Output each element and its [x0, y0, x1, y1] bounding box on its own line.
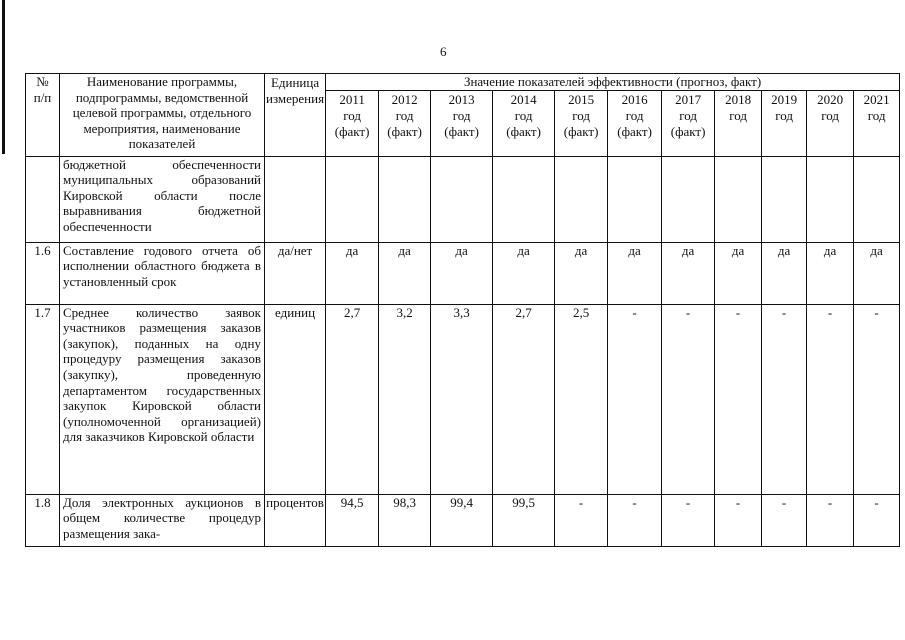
row-indicator-name: бюджетной обеспеченности муниципальных образований Кировской области после выравнивания бюджетной обеспеченности [60, 156, 265, 242]
row-value [715, 156, 762, 242]
row-value: - [608, 304, 662, 494]
row-value [379, 156, 431, 242]
row-value [662, 156, 715, 242]
row-value: 3,2 [379, 304, 431, 494]
header-year: 2021 год [854, 90, 900, 156]
row-indicator-name: Доля электронных аукционов в общем количестве процедур размещения зака- [60, 494, 265, 546]
row-value: - [555, 494, 608, 546]
header-year: 2020 год [807, 90, 854, 156]
row-value [326, 156, 379, 242]
row-value: да [379, 242, 431, 304]
table-row [26, 494, 900, 546]
row-value: - [854, 304, 900, 494]
row-value: 2,5 [555, 304, 608, 494]
row-value: - [807, 304, 854, 494]
row-value: - [715, 304, 762, 494]
row-value: да [326, 242, 379, 304]
row-value [555, 156, 608, 242]
header-year: 2016 год (факт) [608, 90, 662, 156]
row-value: да [608, 242, 662, 304]
row-unit: да/нет [265, 242, 326, 304]
header-values-title: Значение показателей эффективности (прогноз, факт) [326, 74, 900, 91]
row-value [762, 156, 807, 242]
page-number: 6 [440, 44, 447, 59]
row-number: 1.8 [26, 494, 60, 546]
header-year: 2015 год (факт) [555, 90, 608, 156]
header-year: 2012 год (факт) [379, 90, 431, 156]
table-row [26, 156, 900, 242]
header-year: 2014 год (факт) [493, 90, 555, 156]
header-year: 2018 год [715, 90, 762, 156]
row-value: 99,4 [431, 494, 493, 546]
row-value: - [715, 494, 762, 546]
row-value: 2,7 [493, 304, 555, 494]
header-name: Наименование программы, подпрограммы, ведомственной целевой программы, отдельного мероприятия, наименование показателей [60, 74, 265, 157]
row-value: - [662, 304, 715, 494]
indicators-table [25, 73, 900, 547]
row-number [26, 156, 60, 242]
row-value: - [762, 304, 807, 494]
row-value [608, 156, 662, 242]
table-row [26, 242, 900, 304]
header-num: № п/п [26, 74, 60, 157]
row-value: 3,3 [431, 304, 493, 494]
row-value: - [854, 494, 900, 546]
header-year: 2011 год (факт) [326, 90, 379, 156]
row-value: да [807, 242, 854, 304]
row-number: 1.6 [26, 242, 60, 304]
row-value: да [493, 242, 555, 304]
row-number: 1.7 [26, 304, 60, 494]
row-indicator-name: Составление годового отчета об исполнении областного бюджета в установленный срок [60, 242, 265, 304]
row-value [807, 156, 854, 242]
page-edge-rule [2, 0, 5, 154]
row-value: - [807, 494, 854, 546]
row-value: да [431, 242, 493, 304]
row-value: 94,5 [326, 494, 379, 546]
row-value: - [608, 494, 662, 546]
row-value [854, 156, 900, 242]
header-year: 2017 год (факт) [662, 90, 715, 156]
row-value: да [662, 242, 715, 304]
row-indicator-name: Среднее количество заявок участников размещения заказов (закупок), поданных на одну процедуру размещения заказов (закупку), проведенную департаментом государственных закупок Кировской области (уполномоченной организацией) для заказчиков Кировской области [60, 304, 265, 494]
row-value: 2,7 [326, 304, 379, 494]
row-value: - [762, 494, 807, 546]
row-unit [265, 156, 326, 242]
row-value [493, 156, 555, 242]
header-unit: Единица измерения [265, 74, 326, 157]
row-value: - [662, 494, 715, 546]
table-row [26, 304, 900, 494]
row-unit: единиц [265, 304, 326, 494]
row-value: 99,5 [493, 494, 555, 546]
row-value [431, 156, 493, 242]
row-value: 98,3 [379, 494, 431, 546]
row-value: да [555, 242, 608, 304]
header-year: 2013 год (факт) [431, 90, 493, 156]
row-unit: процентов [265, 494, 326, 546]
table-header-row [26, 74, 900, 91]
header-year: 2019 год [762, 90, 807, 156]
row-value: да [854, 242, 900, 304]
row-value: да [715, 242, 762, 304]
row-value: да [762, 242, 807, 304]
